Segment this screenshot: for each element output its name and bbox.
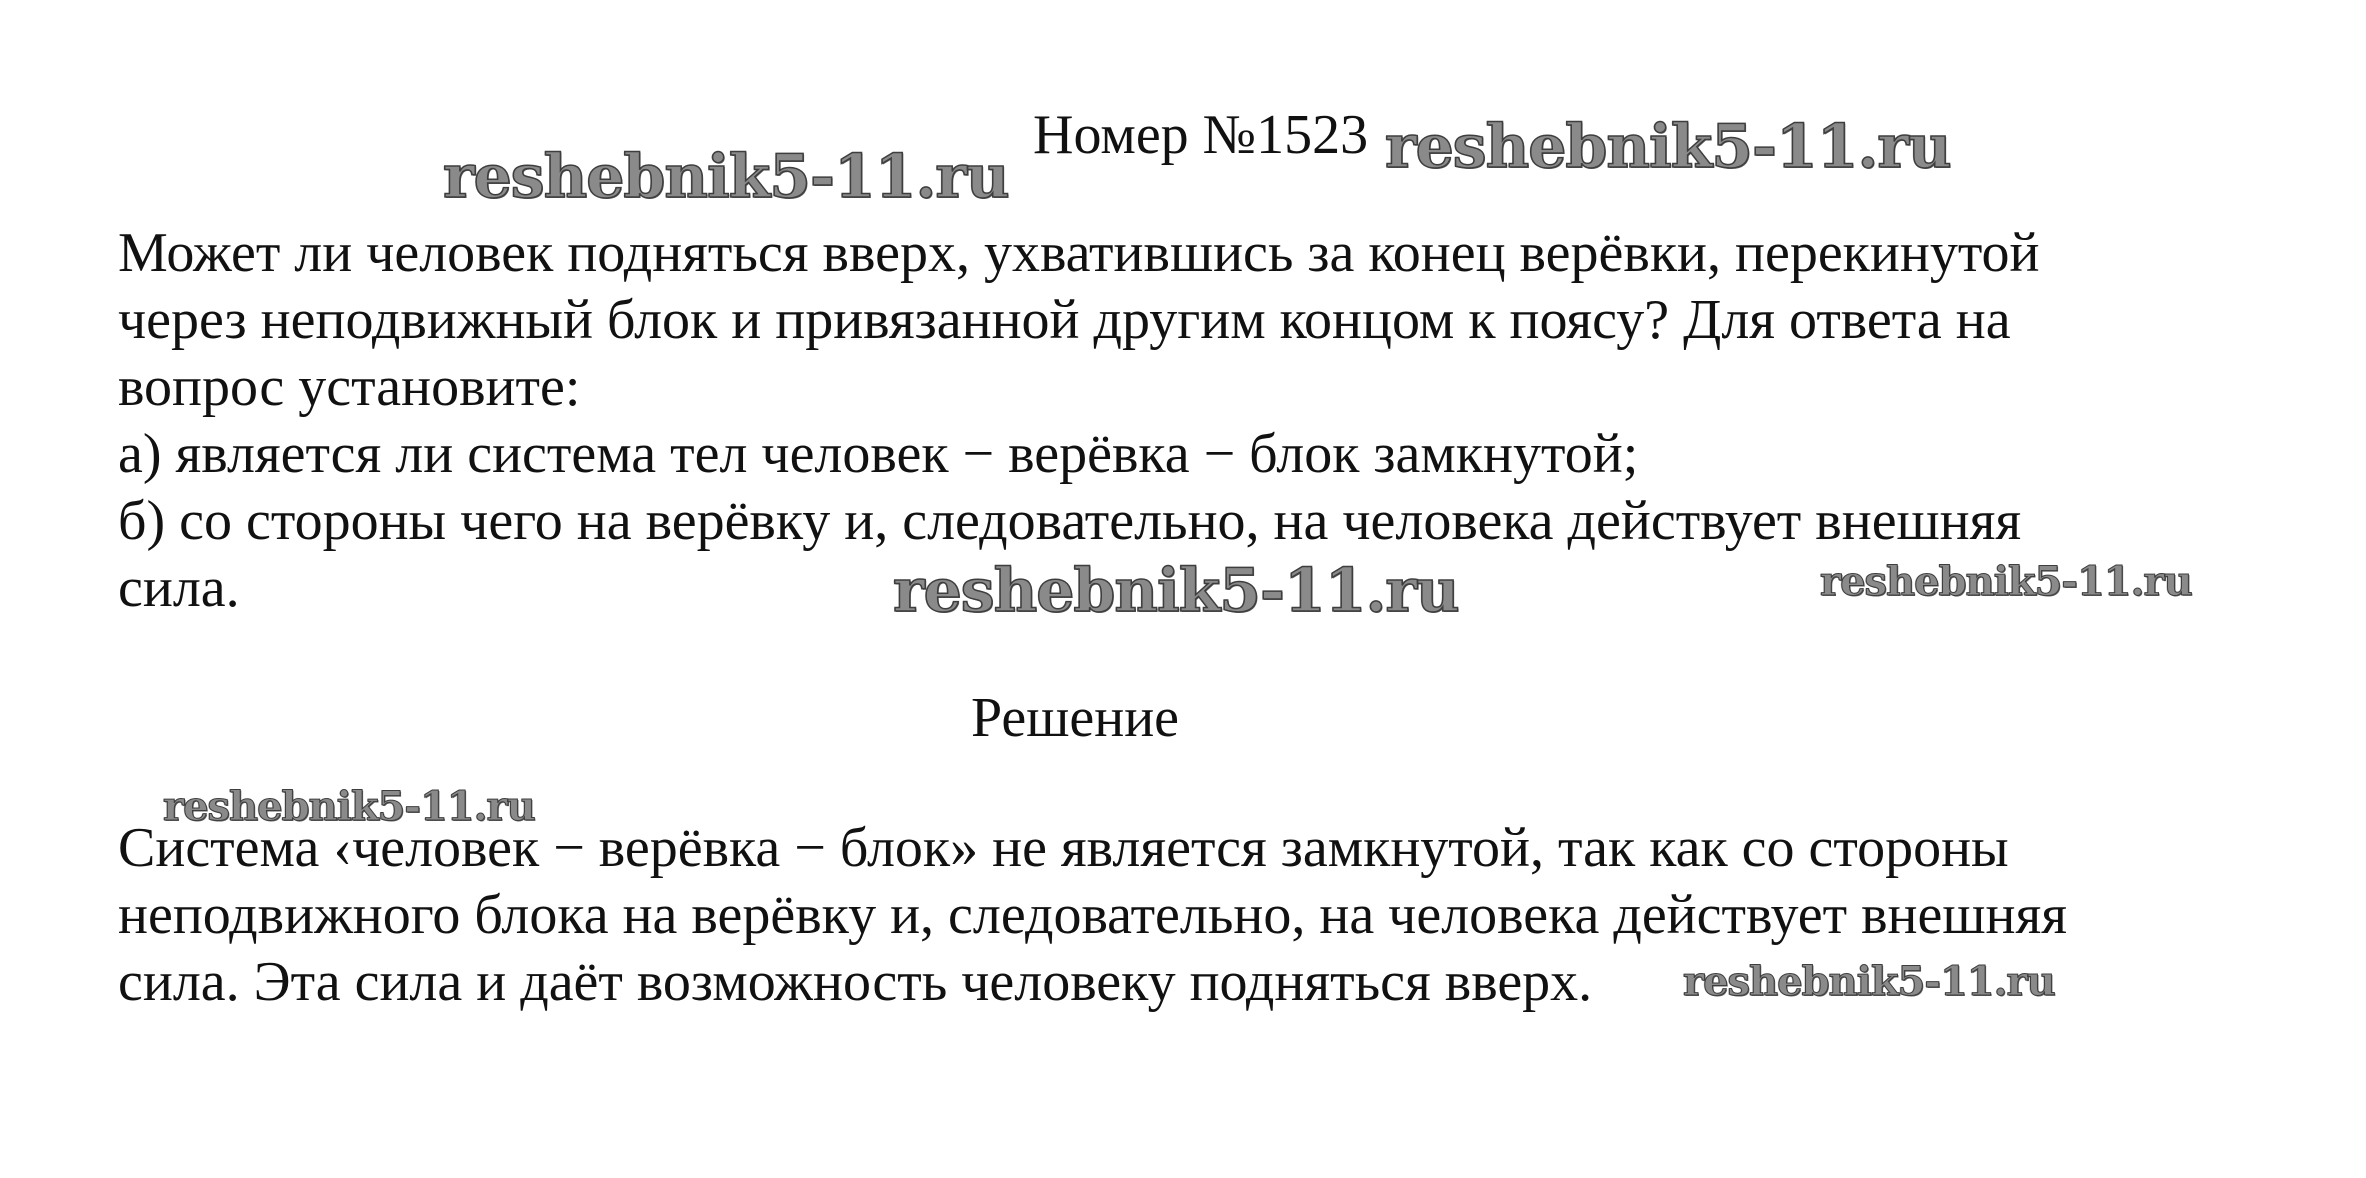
- solution-line: сила. Эта сила и даёт возможность человеку подняться вверх.: [118, 951, 1593, 1013]
- problem-line: а) является ли система тел человек − верёвка − блок замкнутой;: [118, 423, 1639, 485]
- solution-line: неподвижного блока на верёвку и, следовательно, на человека действует внешняя: [118, 884, 2067, 946]
- watermark: reshebnik5-11.ru: [1683, 958, 2055, 1005]
- solution-heading-text: Решение: [970, 687, 1180, 749]
- watermark: reshebnik5-11.ru: [893, 556, 1459, 626]
- watermark: reshebnik5-11.ru: [1385, 112, 1951, 182]
- solution-heading: [0, 683, 2366, 753]
- watermark: reshebnik5-11.ru: [1820, 558, 2192, 605]
- problem-line: б) со стороны чего на верёвку и, следовательно, на человека действует внешняя: [118, 490, 2022, 552]
- problem-line: Может ли человек подняться вверх, ухватившись за конец верёвки, перекинутой: [118, 222, 2040, 284]
- watermark: reshebnik5-11.ru: [163, 783, 535, 830]
- solution-line: Система ‹человек − верёвка − блок» не является замкнутой, так как со стороны: [118, 817, 2009, 879]
- problem-line: через неподвижный блок и привязанной другим концом к поясу? Для ответа на: [118, 289, 2011, 351]
- problem-number-title: Номер №1523: [1033, 104, 1369, 166]
- watermark: reshebnik5-11.ru: [443, 142, 1009, 212]
- problem-line: сила.: [118, 557, 240, 619]
- problem-line: вопрос установите:: [118, 356, 581, 418]
